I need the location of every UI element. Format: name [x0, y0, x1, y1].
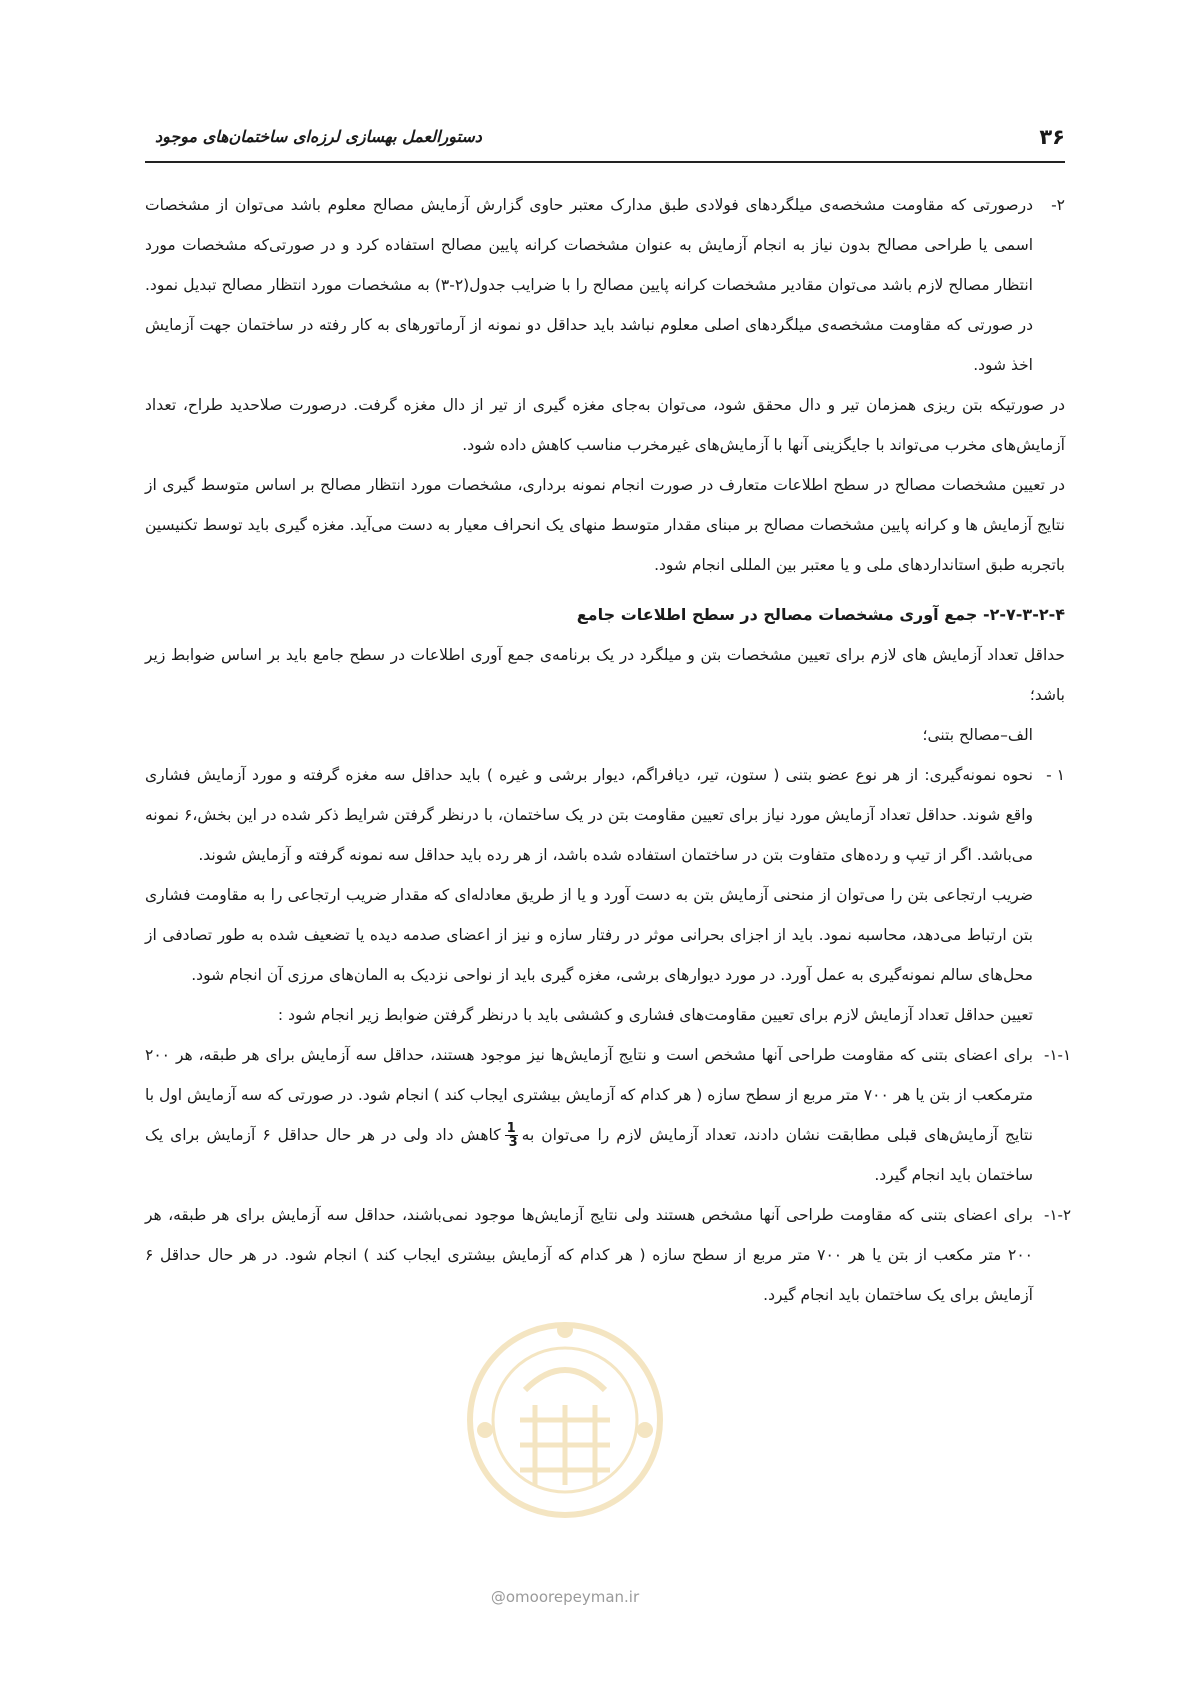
item-text: درصورتی که مقاومت مشخصه‌ی میلگردهای فولادی طبق مدارک معتبر حاوی گزارش آزمایش مصالح معلوم باشد می‌توان از مشخصات اسمی یا طراحی مصالح بدون نیاز به انجام آزمایش به عنوان مشخصات کرانه پایین مصالح استفاده کرد و در صورتی‌که مشخصات مورد انتظار مصالح لازم باشد می‌توان مقادیر مشخصات کرانه پایین مصالح را با ضرایب جدول(۲-۳) به مشخصات مورد انتظار مصالح تبدیل نمود. در صورتی که مقاومت مشخصه‌ی میلگردهای اصلی معلوم نباشد باید حداقل دو نمونه از آرماتورهای به کار رفته در ساختمان جهت آزمایش اخذ شود. [145, 196, 1033, 374]
paragraph-statistics: در تعیین مشخصات مصالح در سطح اطلاعات متعارف در صورت انجام نمونه برداری، مشخصات مورد انتظار مصالح بر اساس متوسط گیری از نتایج آزمایش ها و کرانه پایین مشخصات مصالح بر مبنای مقدار متوسط منهای یک انحراف معیار به دست می‌آید. مغزه گیری باید توسط تکنیسین باتجربه طبق استانداردهای ملی و یا معتبر بین المللی انجام شود. [145, 476, 1065, 574]
section-heading: ۲-۷-۳-۲-۴- جمع آوری مشخصات مصالح در سطح اطلاعات جامع [576, 605, 1065, 624]
sub-item-number: ۱-۱- [1044, 1046, 1071, 1064]
item-number: ۱ - [1046, 766, 1065, 784]
paragraph-modulus: ضریب ارتجاعی بتن را می‌توان از منحنی آزمایش بتن به دست آورد و یا از طریق معادله‌ای که مقدار ضریب ارتجاعی را به مقاومت فشاری بتن ارتباط می‌دهد، محاسبه نمود. باید از اجزای بحرانی موثر در رفتار سازه و نیز از اعضای صدمه دیده یا تضعیف شده به طور تصادفی از محل‌های سالم نمونه‌گیری به عمل آورد. در مورد دیوارهای برشی، مغزه گیری باید از نواحی نزدیک به المان‌های مرزی آن انجام شود. [145, 886, 1033, 984]
sub-item-text [145, 1035, 1033, 1195]
sub-item-number: ۱-۲- [1044, 1206, 1071, 1224]
subheading-concrete: الف–مصالح بتنی؛ [922, 726, 1033, 744]
list-item-2 [145, 185, 1065, 385]
section-intro: حداقل تعداد آزمایش های لازم برای تعیین مشخصات بتن و میلگرد در یک برنامه‌ی جمع آوری اطلاعات در سطح جامع باید بر اساس ضوابط زیر باشد؛ [145, 646, 1065, 704]
fraction-denominator: 3 [508, 1135, 518, 1150]
paragraph-core-sampling: در صورتیکه بتن ریزی همزمان تیر و دال محقق شود، می‌توان به‌جای مغزه گیری از تیر از دال مغزه گرفت. درصورت صلاحدید طراح، تعداد آزمایش‌های مخرب می‌تواند با جایگزینی آنها با آزمایش‌های غیرمخرب مناسب کاهش داده شود. [145, 396, 1065, 454]
watermark-site: @omoorepeyman.ir [490, 1588, 640, 1606]
page-number: ۳۶ [1039, 125, 1065, 149]
list-item-1 [145, 755, 1065, 875]
running-title: دستورالعمل بهسازی لرزه‌ای ساختمان‌های موجود [155, 127, 482, 146]
sub-item-1-1 [145, 1035, 1071, 1195]
page-body [145, 185, 1071, 1315]
fraction-one-third [505, 1122, 518, 1149]
watermark-seal-icon [455, 1310, 675, 1540]
item-number: ۲- [1051, 196, 1065, 214]
page-header [145, 125, 1065, 163]
paragraph-minimum-tests: تعیین حداقل تعداد آزمایش لازم برای تعیین مقاومت‌های فشاری و کششی باید با درنظر گرفتن ضوابط زیر انجام شود : [277, 1006, 1033, 1024]
sub-item-text-b: کاهش داد ولی در هر حال حداقل ۶ آزمایش برای یک ساختمان باید انجام گیرد. [145, 1126, 1033, 1184]
sub-item-text: برای اعضای بتنی که مقاومت طراحی آنها مشخص هستند ولی نتایج آزمایش‌ها موجود نمی‌باشند، حداقل سه آزمایش برای هر طبقه، هر ۲۰۰ متر مکعب از بتن یا هر ۷۰۰ متر مربع از سطح سازه ( هر کدام که آزمایش بیشتری ایجاب کند ) انجام شود. در هر حال حداقل ۶ آزمایش برای یک ساختمان باید انجام گیرد. [145, 1206, 1033, 1304]
item-text: نحوه نمونه‌گیری: از هر نوع عضو بتنی ( ستون، تیر، دیافراگم، دیوار برشی و غیره ) باید حداقل سه مغزه گرفته و مورد آزمایش فشاری واقع شوند. حداقل تعداد آزمایش مورد نیاز برای تعیین مقاومت بتن در یک ساختمان، با درنظر گرفتن شرایط ذکر شده در این بخش،۶ نمونه می‌باشد. اگر از تیپ و رده‌های متفاوت بتن در ساختمان استفاده شده باشد، از هر رده باید حداقل سه نمونه گرفته و آزمایش شوند. [145, 766, 1033, 864]
sub-item-text-a: برای اعضای بتنی که مقاومت طراحی آنها مشخص است و نتایج آزمایش‌ها نیز موجود هستند، حداقل سه آزمایش برای هر طبقه، هر ۲۰۰ مترمکعب از بتن یا هر ۷۰۰ متر مربع از سطح سازه ( هر کدام که آزمایش بیشتری ایجاب کند ) انجام شود. در صورتی که سه آزمایش اول با نتایج آزمایش‌های قبلی مطابقت نشان دادند، تعداد آزمایش لازم را می‌توان به [145, 1046, 1033, 1144]
sub-item-1-2 [145, 1195, 1071, 1315]
fraction-numerator: 1 [506, 1121, 516, 1136]
